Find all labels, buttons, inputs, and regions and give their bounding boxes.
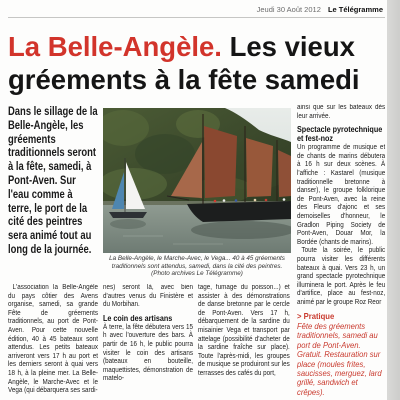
boat-reflection xyxy=(110,219,146,229)
column-3-text: tage, fumage du poisson...) et assister à des démonstrations de danse bretonne par le cercle de Pont-Aven. Vers 17 h, débarquement de la sardine du misainier Vega et transport par attelage (possibilité d'acheter de la sardine fraîche sur place). Toute l'après-midi, les groupes de musique se produiront sur les terrasses des cafés du port, xyxy=(198,284,290,377)
column-4-lead: ainsi que sur les bateaux dès leur arrivée. xyxy=(297,104,386,120)
foliage xyxy=(135,134,195,174)
crew-member xyxy=(214,200,217,203)
crew-member xyxy=(283,198,286,201)
article-column-1 xyxy=(8,284,98,400)
article-column-3 xyxy=(198,284,290,400)
large-boat-hull xyxy=(187,201,291,222)
small-boat-hull xyxy=(109,212,147,218)
issue-date: Jeudi 30 Août 2012 xyxy=(256,5,321,14)
article-column-2 xyxy=(103,284,193,400)
spectacle-paragraph-2: Toute la soirée, le public pourra visiter les différents bateaux à quai. Vers 23 h, un grand spectacle pyrotechnique illuminera le port. Après le feu d'artifice, place au fest-noz, animé par le groupe Roz Reor xyxy=(297,247,386,306)
spectacle-paragraph-1: Un programme de musique et de chants de marins débutera à 16 h sur deux scènes. À l'affiche : Kastarel (musique traditionnelle bretonne à danser), le groupe folklorique de Pont-Aven, avec la reine des Fleurs d'ajonc et ses demoiselles d'honneur, le Gradlon Piping Society de Pont-Aven, Douar Mor, la Bordée (chants de marins). xyxy=(297,144,386,246)
rust-sail xyxy=(278,150,291,197)
headline-title-line-1: Les vieux xyxy=(229,31,355,62)
rust-sail xyxy=(246,138,273,197)
headline-kicker: La Belle-Angèle. xyxy=(8,31,222,62)
headline xyxy=(8,30,360,96)
article-column-4 xyxy=(297,104,385,398)
crew-member xyxy=(235,199,238,202)
masthead xyxy=(257,5,383,14)
chevron-right-icon: > xyxy=(297,311,302,322)
masthead-rule xyxy=(8,17,385,18)
subhead-spectacle: Spectacle pyrotechnique et fest-noz xyxy=(297,125,383,144)
subhead-artisans: Le coin des artisans xyxy=(103,313,173,323)
crew-member xyxy=(223,199,226,202)
adjacent-page-edge xyxy=(387,0,400,400)
crew-member xyxy=(265,199,268,202)
column-1-text: L'association la Belle-Angèle du pays côtier des Avens organise, samedi, sa grande Fête de gréements traditionnels, au port de Pont-Aven. Pour cette nouvelle édition, 40 à 45 bateaux sont attendus. Les petits bateaux arriveront vers 17 h au port et les derniers seront à quai vers 18 h, à la pleine mer. La Belle-Angèle, le Marche-Avec et le Vega (qui débarquera ses sardi- xyxy=(8,284,98,395)
article-intro: Dans le sillage de la Belle-Angèle, les gréements traditionnels seront à la fête, samedi, à Pont-Aven. Sur l'eau comme à terre, le port de la cité des peintres sera animé tout au long de la journée. xyxy=(8,106,98,256)
practical-label: Pratique xyxy=(303,311,335,322)
boat-reflection xyxy=(191,221,291,239)
column-2-text: À terre, la fête débutera vers 15 h avec l'ouverture des bars. À partir de 16 h, le public pourra visiter le coin des artisans (bateaux en bouteille, maquettistes, démonstration de matelo- xyxy=(103,323,193,383)
headline-title-line-2: gréements à la fête samedi xyxy=(8,64,360,95)
column-2-lead: nes) seront là, avec bien d'autres venus du Finistère et du Morbihan. xyxy=(103,284,193,309)
newspaper-name: Le Télégramme xyxy=(327,5,383,14)
article-photo xyxy=(103,108,291,253)
photo-caption: La Belle-Angèle, le Marche-Avec, le Vega... 40 à 45 gréements traditionnels sont attendus, samedi, dans la cité des peintres. (Photo archives Le Télégramme) xyxy=(109,255,285,278)
crew-member xyxy=(254,199,257,202)
rust-sail xyxy=(204,126,237,198)
practical-info-box xyxy=(297,312,385,397)
practical-text: Fête des gréements traditionnels, samedi au port de Pont-Aven. Gratuit. Restauration sur place (moules frites, saucisses, merguez, lard grillé, sandwich et crêpes). xyxy=(297,320,382,397)
